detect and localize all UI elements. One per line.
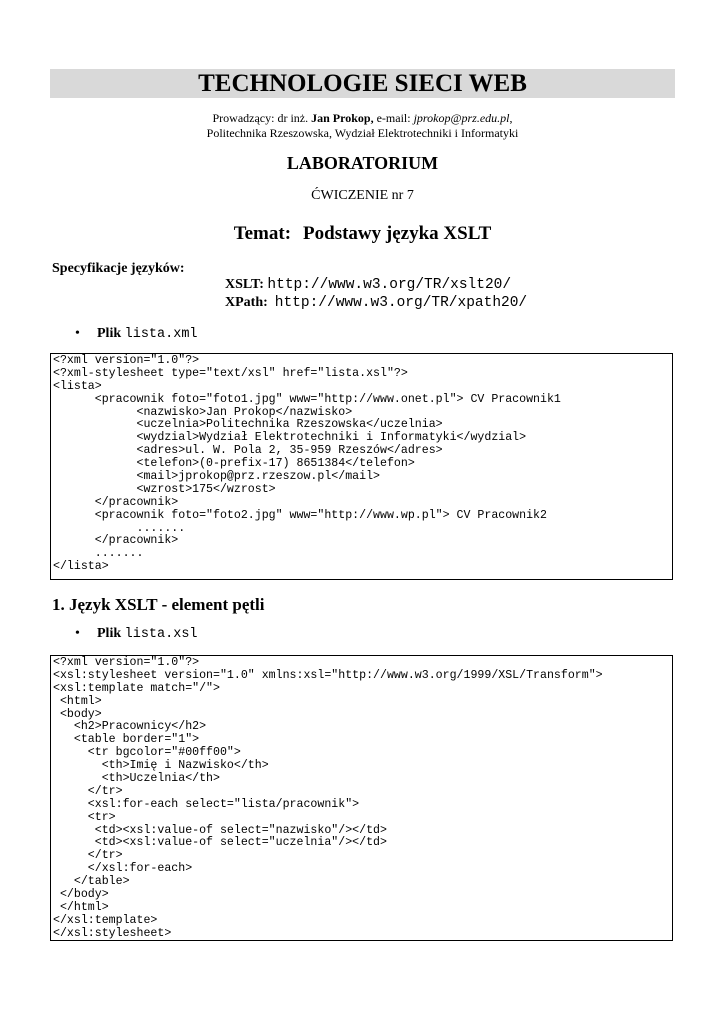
code-line: <table border="1">	[53, 733, 200, 747]
code-line: <pracownik foto="foto1.jpg" www="http://www.onet.pl"> CV Pracownik1	[53, 392, 561, 406]
code-line: <th>Uczelnia</th>	[53, 772, 220, 786]
file-bullet-lista-xsl	[75, 625, 198, 644]
code-line: .......	[53, 521, 186, 535]
spec-xpath-name: XPath:	[225, 295, 268, 310]
code-line: <nazwisko>Jan Prokop</nazwisko>	[53, 405, 353, 419]
code-line: </html>	[53, 900, 109, 914]
file-label: Plik	[97, 326, 122, 341]
exercise-number: ĆWICZENIE nr 7	[311, 188, 414, 203]
lab-heading: LABORATORIUM	[286, 153, 439, 173]
spec-label: Specyfikacje języków:	[52, 261, 185, 276]
code-line: </pracownik>	[53, 495, 179, 509]
code-line: <body>	[53, 707, 102, 721]
section-heading: 1. Język XSLT - element pętli	[52, 595, 265, 614]
code-line: <xsl:template match="/">	[53, 681, 220, 695]
code-line: </tr>	[53, 784, 123, 798]
code-line: <xsl:for-each select="lista/pracownik">	[53, 797, 360, 811]
code-line: <lista>	[53, 379, 102, 393]
bullet-icon: •	[75, 626, 80, 641]
code-line: <adres>ul. W. Pola 2, 35-959 Rzeszów</adres>	[53, 444, 443, 458]
code-line: </pracownik>	[53, 534, 179, 548]
code-line: <td><xsl:value-of select="uczelnia"/></td>	[53, 836, 387, 850]
lecturer-line	[50, 111, 675, 126]
bullet-icon: •	[75, 326, 80, 341]
email-label: e-mail:	[373, 111, 414, 125]
email-suffix: ,	[509, 111, 513, 125]
file-label: Plik	[97, 626, 122, 641]
code-line: <?xml-stylesheet type="text/xsl" href="lista.xsl"?>	[53, 366, 408, 380]
file-bullet-lista-xml	[75, 325, 198, 344]
code-line: <telefon>(0-prefix-17) 8651384</telefon>	[53, 457, 415, 471]
code-line: </lista>	[53, 560, 109, 574]
code-line: <?xml version="1.0"?>	[53, 354, 200, 367]
code-line: <wydzial>Wydział Elektrotechniki i Informatyki</wydzial>	[53, 431, 527, 445]
code-line: </xsl:template>	[53, 913, 158, 927]
code-line: <?xml version="1.0"?>	[53, 656, 200, 669]
topic-label: Temat:	[233, 223, 292, 244]
code-line: <tr bgcolor="#00ff00">	[53, 746, 241, 760]
code-line: <h2>Pracownicy</h2>	[53, 720, 207, 734]
lecturer-prefix: Prowadzący: dr inż.	[212, 111, 312, 125]
spec-xslt-url: http://www.w3.org/TR/xslt20/	[267, 277, 512, 293]
spec-xpath	[225, 294, 527, 312]
code-line: <pracownik foto="foto2.jpg" www="http://www.wp.pl"> CV Pracownik2	[53, 508, 547, 522]
email-address: jprokop@prz.edu.pl	[413, 111, 510, 125]
code-line: <html>	[53, 694, 102, 708]
topic-text: Podstawy języka XSLT	[303, 223, 492, 244]
code-line: </table>	[53, 875, 130, 889]
topic-line	[50, 222, 675, 246]
spec-xslt-name: XSLT:	[225, 277, 264, 292]
code-line: </tr>	[53, 849, 123, 863]
spec-xpath-url: http://www.w3.org/TR/xpath20/	[274, 295, 528, 311]
code-line: <xsl:stylesheet version="1.0" xmlns:xsl="http://www.w3.org/1999/XSL/Transform">	[53, 668, 603, 682]
code-listing-lista-xsl	[50, 655, 673, 941]
code-line: <uczelnia>Politechnika Rzeszowska</uczelnia>	[53, 418, 443, 432]
university-line: Politechnika Rzeszowska, Wydział Elektrotechniki i Informatyki	[206, 126, 519, 140]
code-line: <mail>jprokop@prz.rzeszow.pl</mail>	[53, 470, 380, 484]
file-name: lista.xsl	[124, 627, 198, 642]
code-line: <td><xsl:value-of select="nazwisko"/></td>	[53, 823, 387, 837]
code-listing-lista-xml	[50, 353, 673, 580]
code-line: </xsl:for-each>	[53, 862, 193, 876]
page-title: TECHNOLOGIE SIECI WEB	[198, 70, 527, 97]
code-line: </body>	[53, 888, 109, 902]
code-line: .......	[53, 547, 144, 561]
code-line: <th>Imię i Nazwisko</th>	[53, 759, 269, 773]
spec-xslt	[225, 276, 511, 294]
code-line: </xsl:stylesheet>	[53, 926, 172, 940]
code-line: <tr>	[53, 810, 116, 824]
code-line: <wzrost>175</wzrost>	[53, 482, 276, 496]
lecturer-name: Jan Prokop,	[311, 111, 374, 125]
file-name: lista.xml	[124, 327, 198, 342]
